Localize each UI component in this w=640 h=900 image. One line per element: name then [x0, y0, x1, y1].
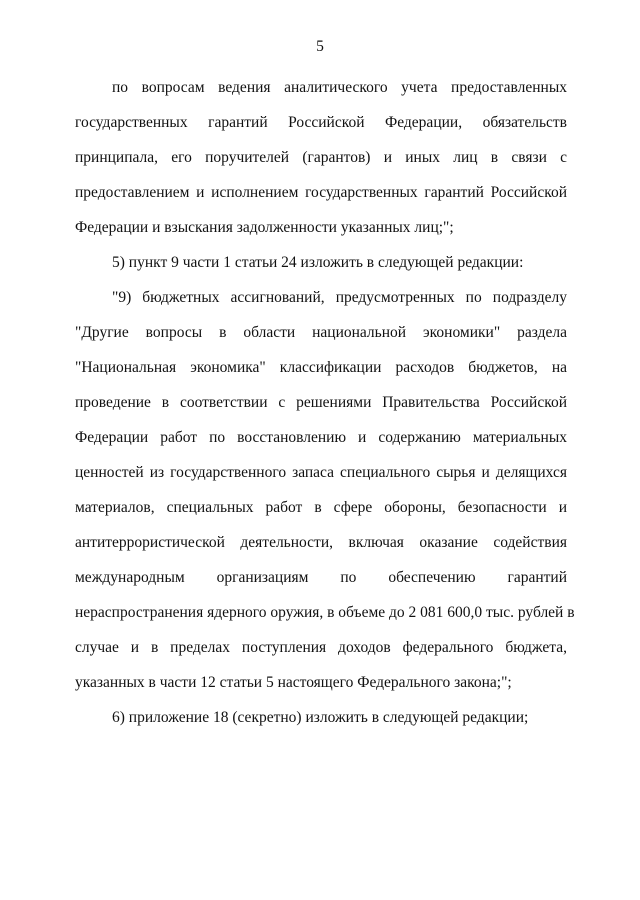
- text-line: случае и в пределах поступления доходов федерального бюджета,: [75, 639, 567, 656]
- text-line: указанных в части 12 статьи 5 настоящего Федерального закона;";: [75, 674, 512, 691]
- text-line: "Национальная экономика" классификации расходов бюджетов, на: [75, 359, 567, 376]
- text-line: предоставлением и исполнением государственных гарантий Российской: [75, 184, 567, 201]
- text-line: антитеррористической деятельности, включая оказание содействия: [75, 534, 567, 551]
- text-line: ценностей из государственного запаса специального сырья и делящихся: [75, 464, 567, 481]
- text-line: "Другие вопросы в области национальной экономики" раздела: [75, 324, 567, 341]
- text-line: Федерации работ по восстановлению и содержанию материальных: [75, 429, 567, 446]
- text-line: Федерации и взыскания задолженности указанных лиц;";: [75, 219, 454, 236]
- text-line: нераспространения ядерного оружия, в объеме до 2 081 600,0 тыс. рублей в: [75, 604, 575, 621]
- text-line: международным организациям по обеспечению гарантий: [75, 569, 567, 586]
- text-line: принципала, его поручителей (гарантов) и иных лиц в связи с: [75, 149, 567, 166]
- text-line: государственных гарантий Российской Федерации, обязательств: [75, 114, 567, 131]
- text-line: по вопросам ведения аналитического учета предоставленных: [112, 79, 567, 96]
- page-number: 5: [316, 38, 324, 55]
- text-line: "9) бюджетных ассигнований, предусмотренных по подразделу: [112, 289, 567, 306]
- text-line: 5) пункт 9 части 1 статьи 24 изложить в следующей редакции:: [112, 254, 524, 271]
- text-line: проведение в соответствии с решениями Правительства Российской: [75, 394, 567, 411]
- text-line: материалов, специальных работ в сфере обороны, безопасности и: [75, 499, 567, 516]
- text-line: 6) приложение 18 (секретно) изложить в следующей редакции;: [112, 709, 529, 726]
